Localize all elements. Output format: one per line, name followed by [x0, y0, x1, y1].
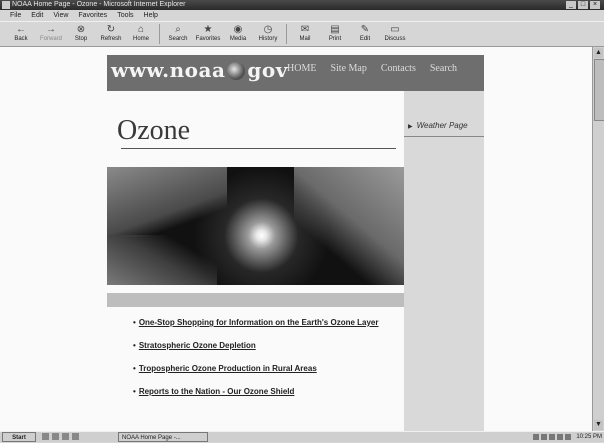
refresh-button[interactable]: ↻ Refresh: [100, 24, 122, 42]
home-button[interactable]: ⌂ Home: [132, 24, 149, 42]
menu-edit[interactable]: Edit: [31, 12, 44, 19]
menu-tools[interactable]: Tools: [117, 12, 134, 19]
quick-launch: [42, 433, 79, 440]
logo-text-right: gov: [247, 58, 288, 82]
tray-icon[interactable]: [565, 434, 571, 440]
title-bar: [0, 0, 604, 10]
discuss-icon: ▭: [390, 24, 400, 35]
vertical-scrollbar[interactable]: [592, 47, 604, 431]
ozone-layer-info-link[interactable]: One-Stop Shopping for Information on the Earth's Ozone Layer: [138, 318, 379, 327]
history-icon: ◷: [263, 24, 273, 35]
close-button[interactable]: ×: [590, 1, 600, 9]
discuss-button[interactable]: ▭ Discuss: [384, 24, 406, 42]
logo-text-left: www.noaa: [111, 58, 226, 82]
outlook-icon[interactable]: [62, 433, 69, 440]
noaa-logo[interactable]: [111, 58, 288, 82]
print-button[interactable]: ▤ Print: [328, 24, 342, 42]
media-icon: ◉: [233, 24, 243, 35]
title-rule: [121, 148, 396, 149]
desktop-icon[interactable]: [42, 433, 49, 440]
right-sidebar: [404, 91, 484, 431]
menu-file[interactable]: File: [10, 12, 22, 19]
edit-icon: ✎: [360, 24, 370, 35]
back-button[interactable]: ← Back: [14, 24, 28, 42]
menu-help[interactable]: Help: [143, 12, 158, 19]
home-icon: ⌂: [137, 24, 145, 35]
media-button[interactable]: ◉ Media: [229, 24, 247, 42]
tray-icon[interactable]: [533, 434, 539, 440]
page-title: Ozone: [117, 115, 191, 146]
ie-quicklaunch-icon[interactable]: [52, 433, 59, 440]
section-bar: [107, 293, 404, 307]
satellite-image: [107, 167, 404, 285]
taskbar: [0, 431, 604, 442]
menu-bar: [0, 10, 604, 21]
stop-button[interactable]: ⊗ Stop: [74, 24, 88, 42]
taskbar-ie-window[interactable]: NOAA Home Page -...: [118, 432, 208, 442]
system-tray: [533, 432, 602, 442]
maximize-button[interactable]: □: [578, 1, 588, 9]
list-item: • One-Stop Shopping for Information on the Earth's Ozone Layer: [133, 318, 379, 327]
stratospheric-depletion-link[interactable]: Stratospheric Ozone Depletion: [138, 341, 256, 350]
favorites-icon: ★: [203, 24, 213, 35]
start-button[interactable]: Start: [2, 432, 36, 442]
search-button[interactable]: ⌕ Search: [168, 24, 188, 42]
window-controls: [566, 1, 600, 9]
toolbar: [0, 21, 604, 47]
tray-icon[interactable]: [541, 434, 547, 440]
back-arrow-icon: ←: [16, 24, 26, 35]
mail-button[interactable]: ✉ Mail: [299, 24, 311, 42]
forward-button[interactable]: → Forward: [39, 24, 62, 42]
nav-search-link[interactable]: Search: [429, 63, 458, 74]
forward-arrow-icon: →: [46, 24, 56, 35]
list-item: • Reports to the Nation - Our Ozone Shield: [133, 387, 295, 396]
browser-viewport: [0, 47, 592, 431]
mail-icon: ✉: [300, 24, 310, 35]
tray-icon[interactable]: [549, 434, 555, 440]
menu-favorites[interactable]: Favorites: [78, 12, 108, 19]
reports-to-nation-link[interactable]: Reports to the Nation - Our Ozone Shield: [138, 387, 295, 396]
menu-view[interactable]: View: [53, 12, 69, 19]
list-item: • Tropospheric Ozone Production in Rural Areas: [133, 364, 317, 373]
edit-button[interactable]: ✎ Edit: [359, 24, 371, 42]
toolbar-separator: [286, 24, 287, 44]
triangle-bullet-icon: ▶: [408, 124, 413, 130]
history-button[interactable]: ◷ History: [258, 24, 278, 42]
weather-page-link[interactable]: ▶ Weather Page: [408, 121, 468, 130]
ie-icon: [2, 1, 10, 9]
site-nav: [287, 63, 457, 74]
sidebar-divider: [404, 136, 484, 137]
site-header: [107, 55, 484, 91]
ozone-links-list: [133, 317, 383, 409]
stop-icon: ⊗: [76, 24, 86, 35]
tropospheric-production-link[interactable]: Tropospheric Ozone Production in Rural Areas: [138, 364, 317, 373]
nav-site-map-link[interactable]: Site Map: [330, 63, 367, 74]
clock: 10:25 PM: [576, 434, 602, 440]
printer-icon: ▤: [330, 24, 340, 35]
nav-contacts-link[interactable]: Contacts: [380, 63, 416, 74]
media-player-icon[interactable]: [72, 433, 79, 440]
scroll-thumb[interactable]: [594, 59, 604, 121]
noaa-globe-icon: [227, 62, 245, 80]
nav-home-link[interactable]: HOME: [287, 63, 317, 74]
refresh-icon: ↻: [106, 24, 116, 35]
tray-icon[interactable]: [557, 434, 563, 440]
toolbar-separator: [159, 24, 160, 44]
favorites-button[interactable]: ★ Favorites: [195, 24, 221, 42]
window-title: NOAA Home Page - Ozone - Microsoft Internet Explorer: [12, 1, 186, 8]
scroll-down-arrow-icon[interactable]: ▼: [595, 421, 602, 428]
minimize-button[interactable]: _: [566, 1, 576, 9]
scroll-up-arrow-icon[interactable]: ▲: [595, 49, 602, 56]
list-item: • Stratospheric Ozone Depletion: [133, 341, 256, 350]
search-icon: ⌕: [175, 24, 181, 35]
